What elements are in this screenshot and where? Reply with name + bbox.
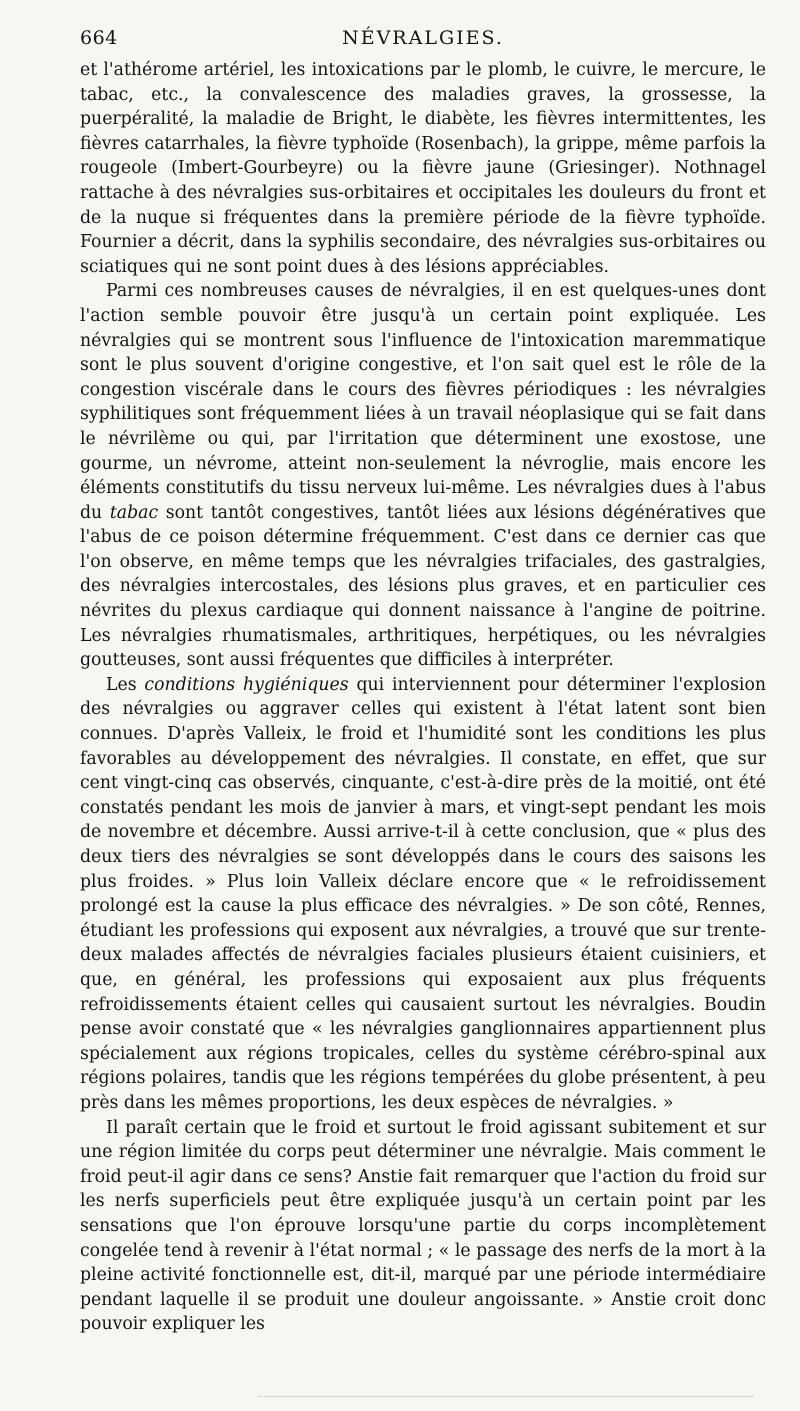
paragraph-1-run-1: et l'athérome artériel, les intoxications par le plomb, le cuivre, le mercure, le tabac, etc., la convalescence des maladies graves, la grossesse, la puerpéralité, la maladie de Bright, le diabète, les fièvres intermittentes, les fièvres catarrhales, la fièvre typhoïde (Rosenbach), la grippe, même parfois la rougeole (Imbert-Gourbeyre) ou la fièvre jaune (Griesinger). Nothnagel rattache à des névralgies sus-orbitaires et occipitales les douleurs du front et de la nuque si fréquentes dans la première période de la fièvre typhoïde. Fournier a décrit, dans la syphilis secondaire, des névralgies sus-orbitaires ou sciatiques qui ne sont point dues à des lésions appréciables.: [80, 60, 766, 277]
paragraph-2-run-1: Parmi ces nombreuses causes de névralgies, il en est quelques-unes dont l'action semble pouvoir être jusqu'à un certain point expliquée. Les névralgies qui se montrent sous l'influence de l'intoxication maremmatique sont le plus souvent d'origine congestive, et l'on sait quel est le rôle de la congestion viscérale dans le cours des fièvres périodiques : les névralgies syphilitiques sont fréquemment liées à un travail néoplasique qui se fait dans le névrilème ou qui, par l'irritation que déterminent une exostose, une gourme, un névrome, atteint non-seulement la névroglie, mais encore les éléments constitutifs du tissu nerveux lui-même. Les névralgies dues à l'abus du: [80, 281, 766, 523]
paragraph-3: [80, 673, 766, 1116]
paragraph-4-run-1: Il paraît certain que le froid et surtout le froid agissant subitement et sur une région limitée du corps peut déterminer une névralgie. Mais comment le froid peut-il agir dans ce sens? Anstie fait remarquer que l'action du froid sur les nerfs superficiels peut être expliquée jusqu'à un certain point par les sensations que l'on éprouve lorsqu'une partie du corps incomplètement congelée tend à revenir à l'état normal ; « le passage des nerfs de la mort à la pleine activité fonctionnelle est, dit-il, marqué par une période intermédiaire pendant laquelle il se produit une douleur angoissante. » Anstie croit donc pouvoir expliquer les: [80, 1117, 766, 1335]
paragraph-2: [80, 279, 766, 673]
paragraph-3-run-1: Les: [106, 674, 145, 695]
paragraph-2-italic-tabac: tabac: [109, 502, 159, 523]
paragraph-3-italic-conditions: conditions hygiéniques: [144, 674, 349, 695]
paragraph-4: [80, 1116, 766, 1337]
running-title: NÉVRALGIES.: [342, 27, 504, 49]
paragraph-3-run-3: qui interviennent pour déterminer l'explosion des névralgies ou aggraver celles qui existent à l'état latent sont bien connues. D'après Valleix, le froid et l'humidité sont les conditions les plus favorables au développement des névralgies. Il constate, en effet, que sur cent vingt-cinq cas observés, cinquante, c'est-à-dire près de la moitié, ont été constatés pendant les mois de janvier à mars, et vingt-sept pendant les mois de novembre et décembre. Aussi arrive-t-il à cette conclusion, que « plus des deux tiers des névralgies se sont développés dans le cours des saisons les plus froides. » Plus loin Valleix déclare encore que « le refroidissement prolongé est la cause la plus efficace des névralgies. » De son côté, Rennes, étudiant les professions qui exposent aux névralgies, a trouvé que sur trente-deux malades affectés de névralgies faciales plusieurs étaient cuisiniers, et que, en général, les professions qui exposaient aux plus fréquents refroidissements étaient celles qui causaient surtout les névralgies. Boudin pense avoir constaté que « les névralgies ganglionnaires appartiennent plus spécialement aux régions tropicales, celles du système cérébro-spinal aux régions polaires, tandis que les régions tempérées du globe présentent, à peu près dans les mêmes proportions, les deux espèces de névralgies. »: [80, 674, 766, 1113]
page-header: [80, 0, 766, 54]
body-text: [80, 58, 766, 1337]
footer-dotted-rule: [258, 1396, 753, 1397]
paragraph-2-run-3: sont tantôt congestives, tantôt liées aux lésions dégénératives que l'abus de ce poison détermine fréquemment. C'est dans ce dernier cas que l'on observe, en même temps que les névralgies trifaciales, des gastralgies, des névralgies intercostales, des lésions plus graves, et en particulier ces névrites du plexus cardiaque qui donnent naissance à l'angine de poitrine. Les névralgies rhumatismales, arthritiques, herpétiques, ou les névralgies goutteuses, sont aussi fréquentes que difficiles à interpréter.: [80, 502, 766, 671]
paragraph-1: [80, 58, 766, 279]
page-number: 664: [80, 27, 118, 49]
